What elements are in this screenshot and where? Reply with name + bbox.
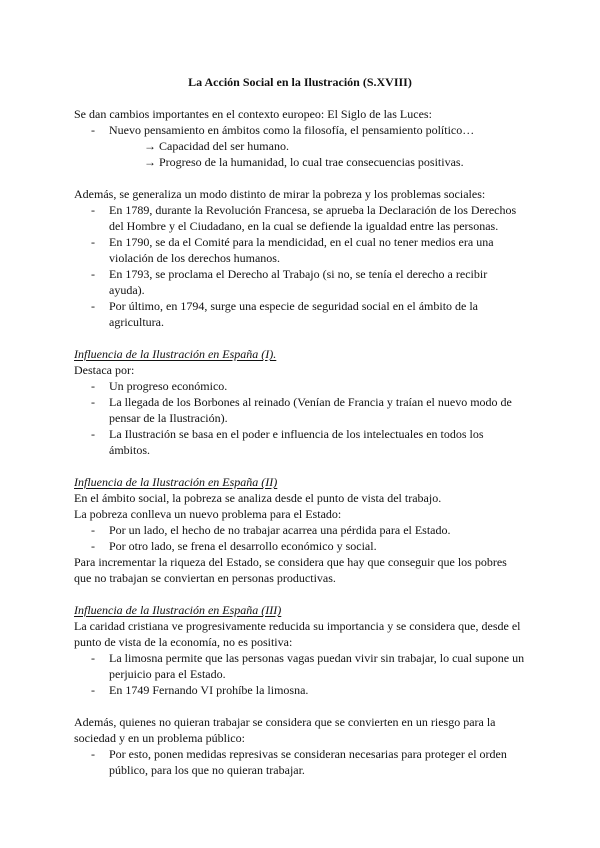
paragraph: En el ámbito social, la pobreza se analiza desde el punto de vista del trabajo. bbox=[74, 491, 442, 505]
list-item: - Por último, en 1794, surge una especie de seguridad social en el ámbito de la agricultura. bbox=[91, 299, 479, 329]
section-heading: Influencia de la Ilustración en España (II) bbox=[74, 475, 278, 489]
list-item: - Por esto, ponen medidas represivas se consideran necesarias para proteger el orden público, para los que no quieran trabajar. bbox=[91, 747, 507, 777]
list-item: - En 1789, durante la Revolución Francesa, se aprueba la Declaración de los Derechos del Hombre y el Ciudadano, en la cual se defiende la igualdad entre las personas. bbox=[91, 203, 517, 233]
list-item: - Por un lado, el hecho de no trabajar acarrea una pérdida para el Estado. bbox=[91, 523, 451, 537]
paragraph: punto de vista de la economía, no es positiva: bbox=[74, 635, 293, 649]
section-espana-3 bbox=[74, 602, 534, 698]
bullet-dash: - bbox=[91, 651, 95, 665]
list-item: - La limosna permite que las personas vagas puedan vivir sin trabajar, lo cual supone un perjuicio para el Estado. bbox=[91, 651, 525, 681]
list-item: - La llegada de los Borbones al reinado (Venían de Francia y traían el nuevo modo de pensar de la Ilustración). bbox=[91, 395, 512, 425]
bullet-dash: - bbox=[91, 299, 95, 313]
arrow-item: → Capacidad del ser humano. bbox=[144, 139, 289, 153]
list-item: - En 1749 Fernando VI prohíbe la limosna. bbox=[91, 683, 309, 697]
section-heading: Influencia de la Ilustración en España (III) bbox=[74, 603, 282, 617]
section-espana-2 bbox=[74, 474, 534, 586]
bullet-dash: - bbox=[91, 683, 95, 697]
bullet-dash: - bbox=[91, 235, 95, 249]
bullet-dash: - bbox=[91, 379, 95, 393]
paragraph: sociedad y en un problema público: bbox=[74, 731, 245, 745]
bullet-dash: - bbox=[91, 747, 95, 761]
bullet-dash: - bbox=[91, 267, 95, 281]
section-pobreza bbox=[74, 186, 534, 330]
bullet-dash: - bbox=[91, 123, 95, 137]
section-riesgo bbox=[74, 714, 534, 778]
paragraph: que no trabajan se conviertan en personas productivas. bbox=[74, 571, 336, 585]
bullet-dash: - bbox=[91, 395, 95, 409]
bullet-dash: - bbox=[91, 427, 95, 441]
list-item: - Por otro lado, se frena el desarrollo económico y social. bbox=[91, 539, 377, 553]
bullet-dash: - bbox=[91, 523, 95, 537]
list-item: - La Ilustración se basa en el poder e influencia de los intelectuales en todos los ámbitos. bbox=[91, 427, 484, 457]
section-heading: Influencia de la Ilustración en España (I). bbox=[74, 347, 277, 361]
list-item: - Un progreso económico. bbox=[91, 379, 228, 393]
document-title: La Acción Social en la Ilustración (S.XVIII) bbox=[188, 75, 412, 89]
paragraph: Para incrementar la riqueza del Estado, se considera que hay que conseguir que los pobres bbox=[74, 555, 507, 569]
list-item: - En 1793, se proclama el Derecho al Trabajo (si no, se tenía el derecho a recibir ayuda). bbox=[91, 267, 488, 297]
paragraph: Además, se generaliza un modo distinto de mirar la pobreza y los problemas sociales: bbox=[74, 187, 486, 201]
section-espana-1 bbox=[74, 346, 534, 458]
bullet-dash: - bbox=[91, 539, 95, 553]
section-luces bbox=[74, 106, 534, 170]
paragraph: La caridad cristiana ve progresivamente reducida su importancia y se considera que, desde el bbox=[74, 619, 521, 633]
paragraph: Además, quienes no quieran trabajar se considera que se convierten en un riesgo para la bbox=[74, 715, 496, 729]
paragraph: La pobreza conlleva un nuevo problema para el Estado: bbox=[74, 507, 342, 521]
paragraph: Se dan cambios importantes en el contexto europeo: El Siglo de las Luces: bbox=[74, 107, 432, 121]
list-item: - En 1790, se da el Comité para la mendicidad, en el cual no tener medios era una violación de los derechos humanos. bbox=[91, 235, 494, 265]
arrow-item: → Progreso de la humanidad, lo cual trae consecuencias positivas. bbox=[144, 155, 464, 169]
bullet-dash: - bbox=[91, 203, 95, 217]
list-item: - Nuevo pensamiento en ámbitos como la filosofía, el pensamiento político… bbox=[91, 123, 475, 137]
paragraph: Destaca por: bbox=[74, 363, 135, 377]
